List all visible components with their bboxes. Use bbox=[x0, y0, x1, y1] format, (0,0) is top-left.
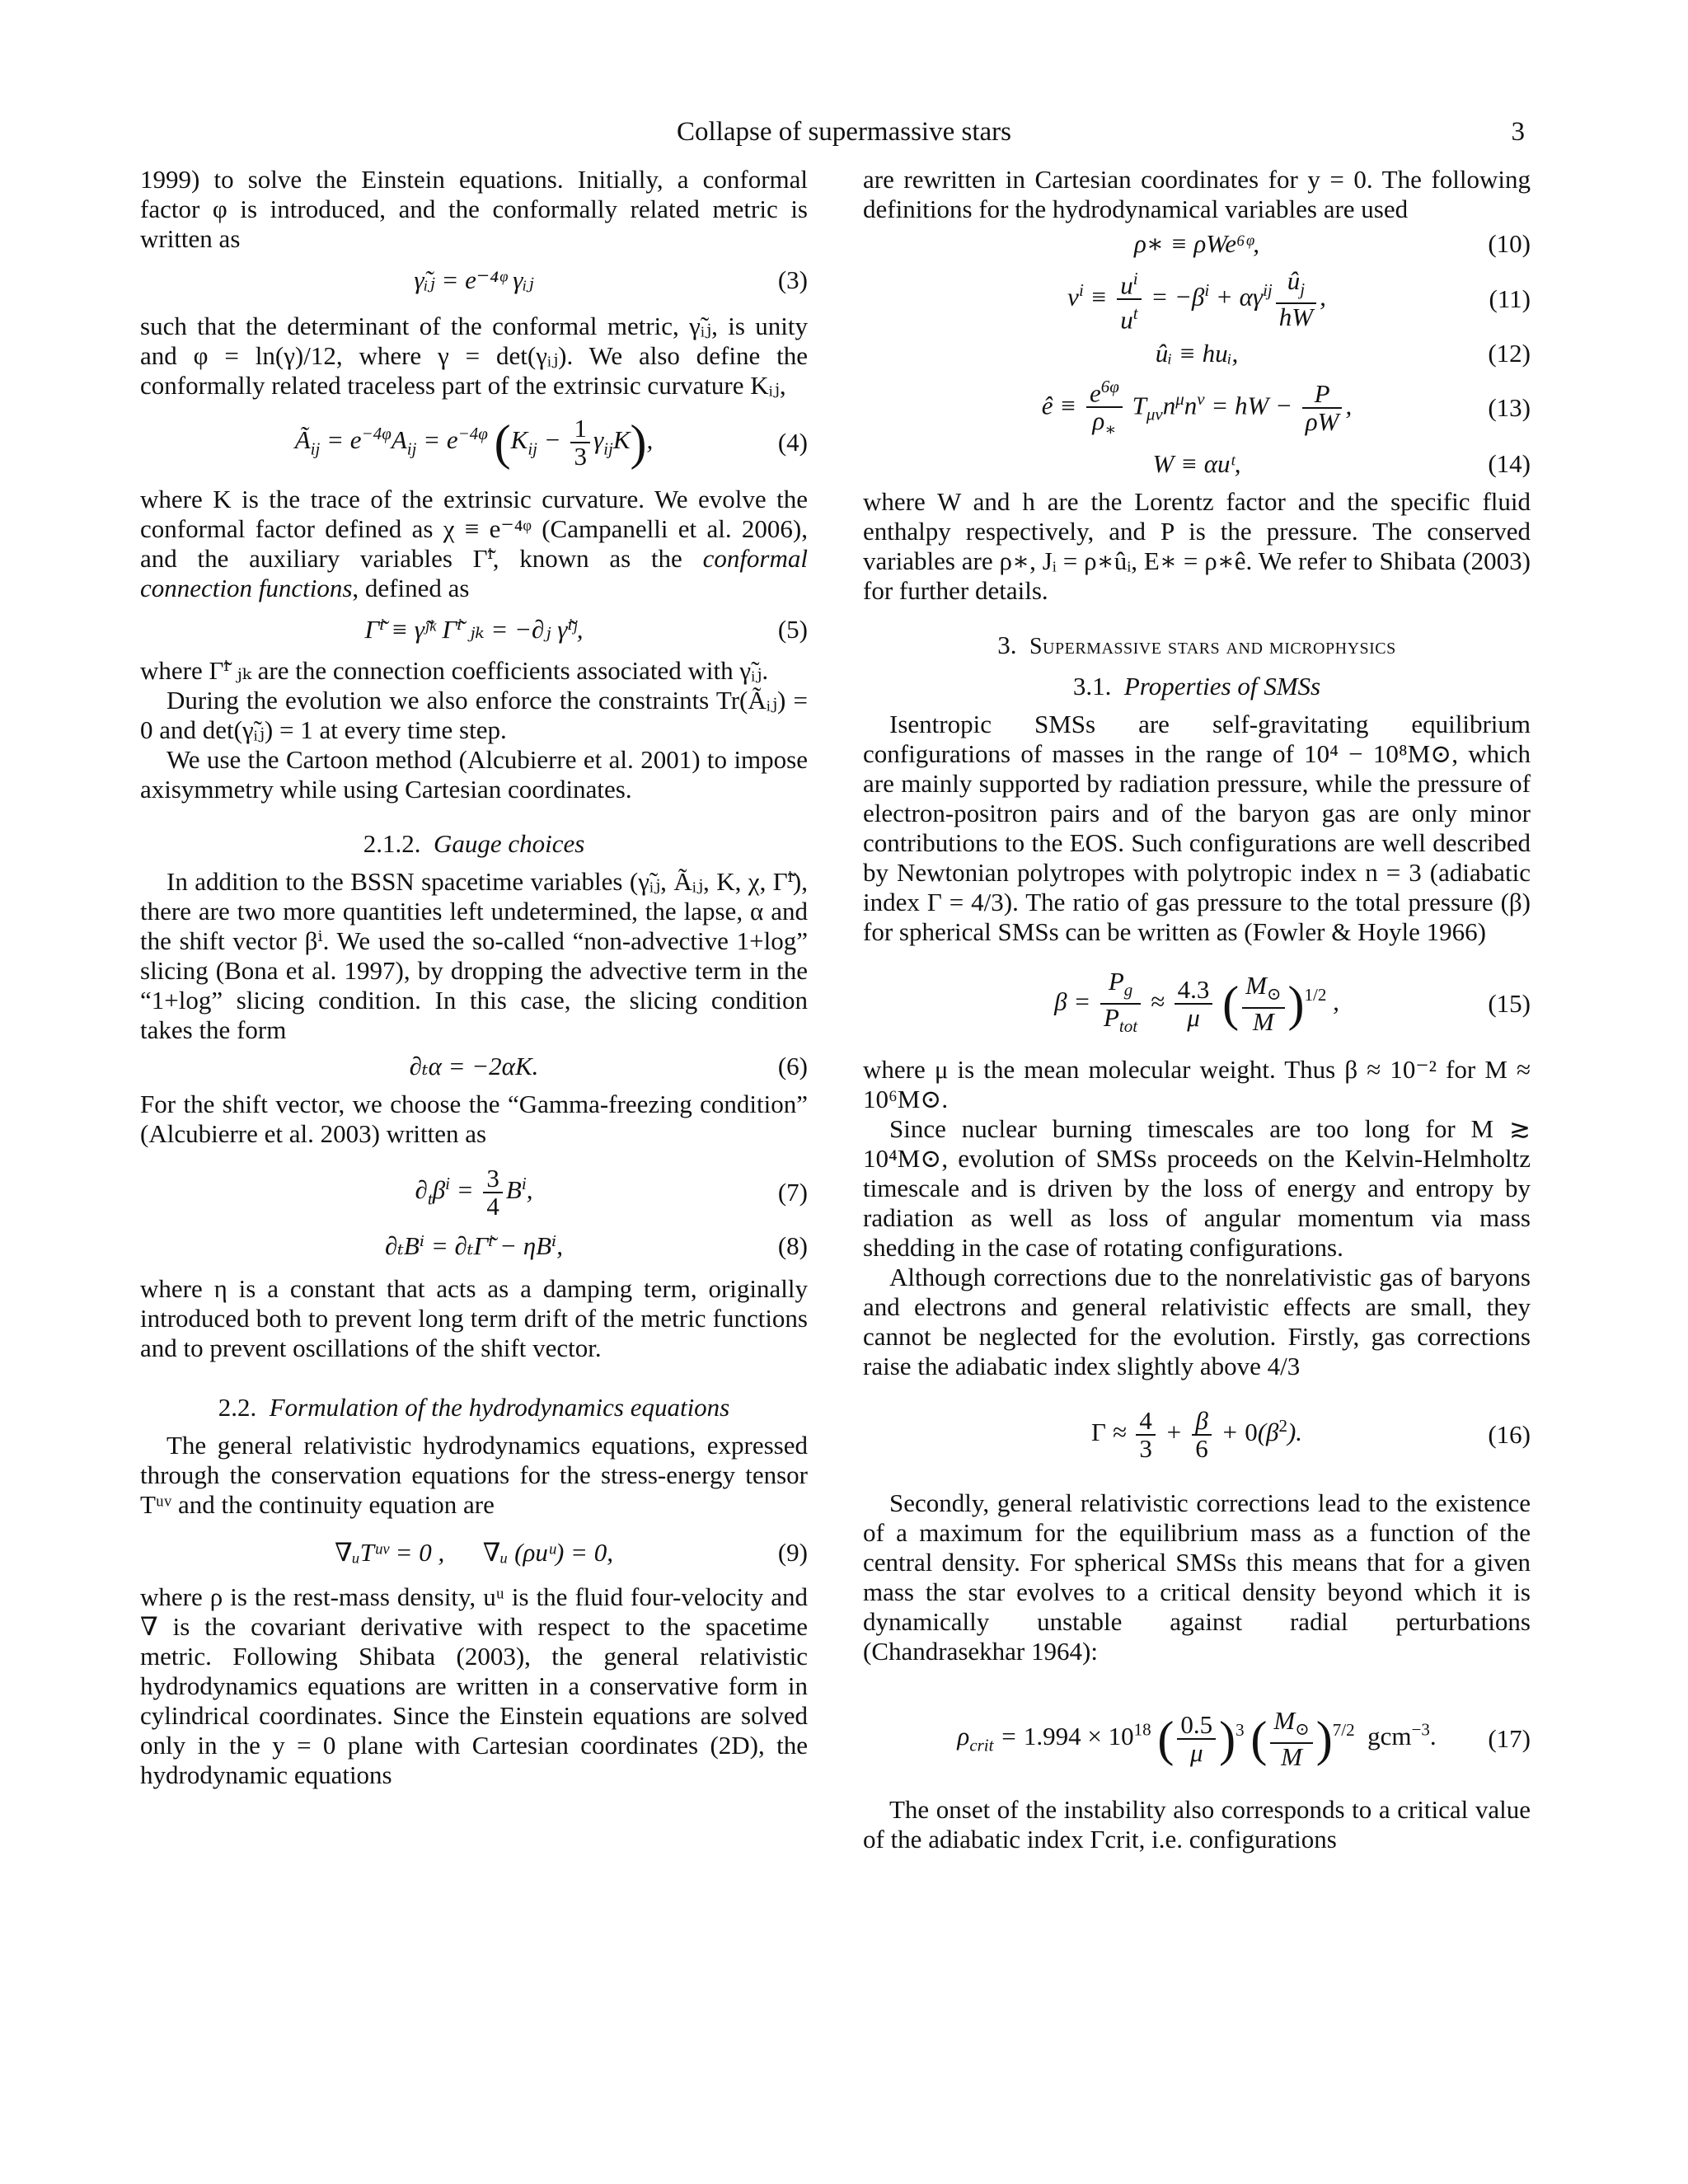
paragraph: The onset of the instability also corresponds to a critical value of the adiabatic index Γcrit, i.e. configurations bbox=[863, 1794, 1531, 1854]
equation-body: γ̃ᵢⱼ = e⁻⁴ᵠ γᵢⱼ bbox=[414, 265, 534, 294]
equation-number: (7) bbox=[777, 1178, 808, 1207]
equation-body: $v^i$ ≡ $\frac{u^i}{u^t}$ = $-\beta^i + \alpha\gamma^{ij}$ $\frac{û_j}{hW}$ , bbox=[1067, 266, 1326, 335]
paragraph: where K is the trace of the extrinsic curvature. We evolve the conformal factor defined as χ ≡ e⁻⁴ᵠ (Campanelli et al. 2006), and the auxiliary variables Γ̃ⁱ, known as the conformal connection functions, defined as bbox=[140, 485, 808, 602]
equation-number: (6) bbox=[777, 1052, 808, 1080]
paragraph: The general relativistic hydrodynamics equations, expressed through the conservation equations for the stress-energy tensor Tᵘᵛ and the continuity equation are bbox=[140, 1431, 808, 1519]
equation-7 bbox=[140, 1165, 808, 1220]
equation-9 bbox=[140, 1538, 808, 1568]
paragraph: Since nuclear burning timescales are too long for M ≳ 10⁴M⊙, evolution of SMSs proceeds on the Kelvin-Helmholtz timescale and is driven by the loss of energy and entropy by radiation as well as loss of angular momentum via mass shedding in the case of rotating configurations. bbox=[863, 1113, 1531, 1262]
equation-6 bbox=[140, 1052, 808, 1081]
paragraph: where Γ̃ⁱ ⱼₖ are the connection coefficients associated with γ̃ᵢⱼ. bbox=[140, 656, 769, 685]
running-title: Collapse of supermassive stars bbox=[676, 117, 1011, 147]
equation-body: Γ ≈ $\frac{4}{3}$ + $\frac{\beta}{6}$ + $0(\beta^2)$. bbox=[1090, 1405, 1303, 1463]
equation-number: (13) bbox=[1488, 392, 1531, 422]
page-number: 3 bbox=[1511, 117, 1525, 147]
equation-body: $\partial_t\beta^i$ = $\frac{3}{4}$ $B^i$, bbox=[415, 1164, 533, 1221]
section-heading-sms: 3. Supermassive stars and microphysics bbox=[997, 630, 1396, 660]
equation-number: (11) bbox=[1489, 284, 1531, 314]
equation-16 bbox=[863, 1405, 1531, 1463]
equation-15 bbox=[863, 968, 1531, 1039]
equation-14 bbox=[863, 449, 1531, 479]
equation-17 bbox=[863, 1705, 1531, 1771]
subsection-heading-properties: 3.1. Properties of SMSs bbox=[1072, 672, 1321, 701]
equation-body: β = $\frac{P_g}{P_{tot}}$ ≈ $\frac{4.3}{\mu}$ ( $\frac{M_⊙}{M}$ )$^{1/2}$ , bbox=[1054, 967, 1339, 1037]
equation-number: (12) bbox=[1488, 338, 1531, 368]
equation-number: (4) bbox=[777, 428, 808, 457]
paragraph: We use the Cartoon method (Alcubierre et al. 2001) to impose axisymmetry while using Cartesian coordinates. bbox=[140, 745, 808, 804]
right-column bbox=[863, 165, 1531, 1854]
equation-body: ρ∗ ≡ ρWe⁶ᵠ, bbox=[1134, 229, 1259, 258]
equation-4 bbox=[140, 415, 808, 470]
paragraph: 1999) to solve the Einstein equations. Initially, a conformal factor φ is introduced, and the conformally related metric is written as bbox=[140, 165, 808, 253]
equation-number: (17) bbox=[1488, 1723, 1531, 1753]
equation-number: (3) bbox=[777, 265, 808, 294]
paragraph: are rewritten in Cartesian coordinates for y = 0. The following definitions for the hydrodynamical variables are used bbox=[863, 165, 1531, 223]
equation-11 bbox=[863, 265, 1531, 334]
paragraph: In addition to the BSSN spacetime variables (γ̃ᵢⱼ, Ãᵢⱼ, K, χ, Γ̃ⁱ), there are two more quantities left undetermined, the lapse, α and the shift vector βⁱ. We used the so-called “non-advective 1+log” slicing (Bona et al. 1997), by dropping the advective term in the “1+log” slicing condition. In this case, the slicing condition takes the form bbox=[140, 867, 808, 1044]
paragraph: where W and h are the Lorentz factor and the specific fluid enthalpy respectively, and P is the pressure. The conserved variables are ρ∗, Jᵢ = ρ∗ûᵢ, E∗ = ρ∗ê. We refer to Shibata (2003) for further details. bbox=[863, 487, 1531, 606]
paragraph: where ρ is the rest-mass density, uᵘ is the fluid four-velocity and ∇ is the covariant derivative with respect to the spacetime metric. Following Shibata (2003), the general relativistic hydrodynamics equations are written in a conservative form in cylindrical coordinates. Since the Einstein equations are solved only in the y = 0 plane with Cartesian coordinates (2D), the hydrodynamic equations bbox=[140, 1582, 808, 1789]
equation-body: Γ̃ⁱ ≡ γ̃ʲᵏ Γ̃ⁱ ⱼₖ = −∂ⱼ γ̃ⁱʲ, bbox=[364, 615, 584, 644]
paragraph: Secondly, general relativistic corrections lead to the existence of a maximum for the equilibrium mass as a function of the central density. For spherical SMSs this means that for a given mass the star evolves to a critical density beyond which it is dynamically unstable against radial perturbations (Chandrasekhar 1964): bbox=[863, 1488, 1531, 1666]
equation-body: $Ã_{ij} = e^{-4\varphi}A_{ij} = e^{-4\varphi}$ ($K_{ij}$ − $\frac{1}{3}$ $\gamma_{ij}K$), bbox=[294, 414, 654, 471]
equation-number: (10) bbox=[1488, 229, 1531, 258]
equation-number: (15) bbox=[1488, 989, 1531, 1019]
paragraph: where η is a constant that acts as a damping term, originally introduced both to prevent long term drift of the metric functions and to prevent oscillations of the shift vector. bbox=[140, 1274, 808, 1362]
equation-number: (5) bbox=[777, 615, 808, 644]
subsection-heading-gauge: 2.1.2. Gauge choices bbox=[363, 829, 585, 858]
equation-10 bbox=[863, 229, 1531, 259]
equation-number: (14) bbox=[1488, 449, 1531, 479]
equation-body: W ≡ αuᵗ, bbox=[1152, 449, 1241, 479]
equation-body: ∂ₜα = −2αK. bbox=[409, 1052, 539, 1080]
paragraph: During the evolution we also enforce the constraints Tr(Ãᵢⱼ) = 0 and det(γ̃ᵢⱼ) = 1 at every time step. bbox=[140, 686, 808, 744]
equation-13 bbox=[863, 373, 1531, 443]
paragraph: where μ is the mean molecular weight. Thus β ≈ 10⁻² for M ≈ 10⁶M⊙. bbox=[863, 1054, 1531, 1113]
paragraph: Isentropic SMSs are self-gravitating equilibrium configurations of masses in the range of 10⁴ − 10⁸M⊙, which are mainly supported by radiation pressure, while the pressure of electron-positron pairs and of the baryon gas are only minor contributions to the EOS. Such configurations are well described by Newtonian polytropes with polytropic index n = 3 (adiabatic index Γ = 4/3). The ratio of gas pressure to the total pressure (β) for spherical SMSs can be written as (Fowler & Hoyle 1966) bbox=[863, 710, 1531, 947]
equation-number: (9) bbox=[777, 1538, 808, 1567]
page-header bbox=[0, 117, 1688, 158]
section-heading-hydro: 2.2. Formulation of the hydrodynamics equations bbox=[218, 1393, 730, 1422]
equation-body: ∇ᵤTᵘᵛ = 0 , ∇ᵤ (ρuᵘ) = 0, bbox=[335, 1538, 613, 1567]
equation-12 bbox=[863, 339, 1531, 368]
equation-body: ∂ₜBⁱ = ∂ₜΓ̃ⁱ − ηBⁱ, bbox=[384, 1231, 564, 1260]
paragraph: such that the determinant of the conformal metric, γ̃ᵢⱼ, is unity and φ = ln(γ)/12, where γ = det(γᵢⱼ). We also define the conformally related traceless part of the extrinsic curvature Kᵢⱼ, bbox=[140, 312, 808, 400]
equation-body: ê ≡ $\frac{e^{6\varphi}}{\rho_∗}$ $T_{\mu\nu}n^\mu n^\nu$ = hW − $\frac{P}{\rho W}$ , bbox=[863, 373, 1531, 443]
equation-body: $\rho_{crit} = 1.994 \times 10^{18}$ ( $\frac{0.5}{\mu}$ )$^3$ ( $\frac{M_⊙}{M}$ )$^{7/2}$ gcm$^{-3}$. bbox=[957, 1705, 1437, 1771]
equation-number: (8) bbox=[777, 1231, 808, 1260]
equation-body: ûᵢ ≡ huᵢ, bbox=[1155, 338, 1239, 368]
equation-3 bbox=[140, 265, 808, 295]
equation-number: (16) bbox=[1488, 1419, 1531, 1449]
left-column bbox=[140, 165, 808, 1790]
paragraph: Although corrections due to the nonrelativistic gas of baryons and electrons and general relativistic effects are small, they cannot be neglected for the evolution. Firstly, gas corrections raise the adiabatic index slightly above 4/3 bbox=[863, 1262, 1531, 1380]
paragraph: For the shift vector, we choose the “Gamma-freezing condition” (Alcubierre et al. 2003) written as bbox=[140, 1090, 808, 1148]
equation-5 bbox=[140, 615, 808, 644]
equation-8 bbox=[140, 1231, 808, 1261]
